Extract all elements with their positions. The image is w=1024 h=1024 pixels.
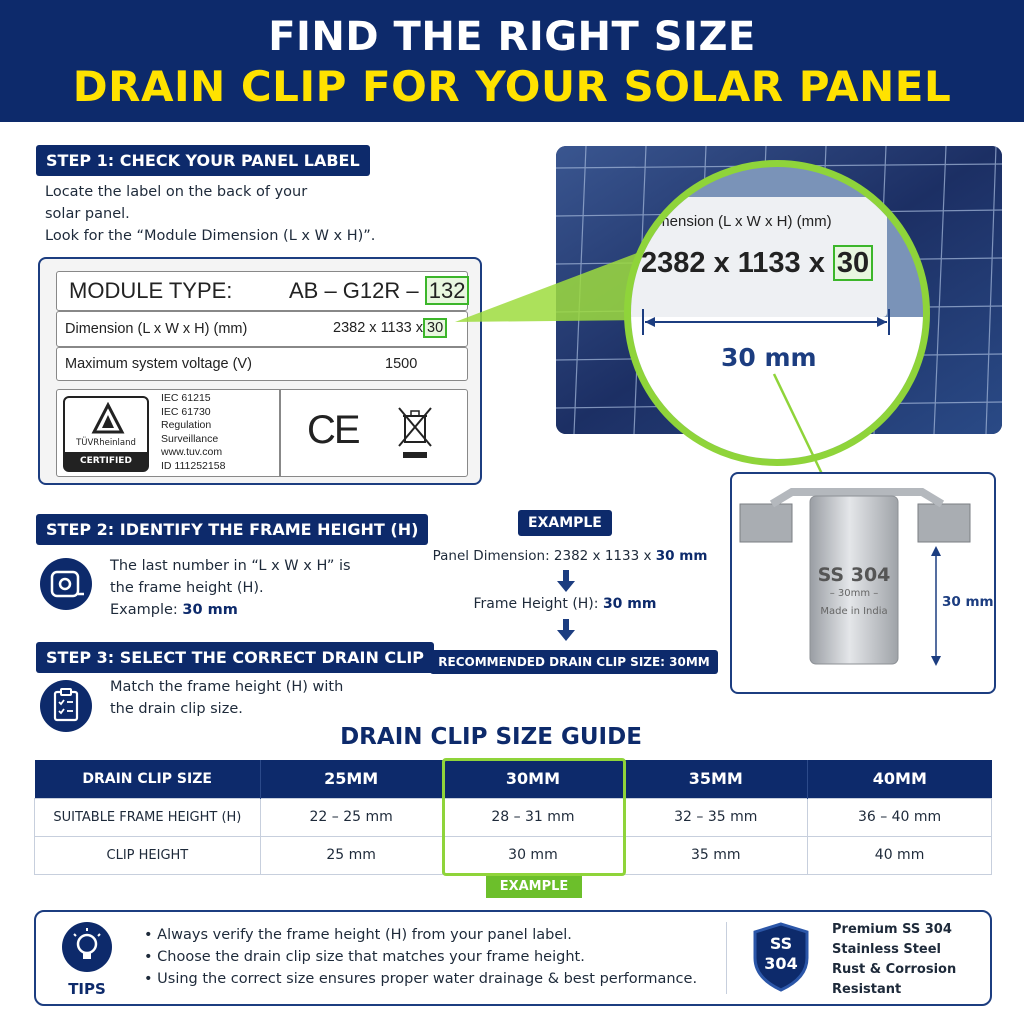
module-type-value bbox=[289, 278, 469, 304]
tip-item: • Always verify the frame height (H) from your panel label. bbox=[144, 927, 572, 943]
module-type-row bbox=[56, 271, 468, 311]
step3-line2: the drain clip size. bbox=[110, 701, 243, 717]
clip-height-measure: 30 mm bbox=[942, 594, 994, 610]
example-tag: EXAMPLE bbox=[486, 876, 582, 898]
dimension-highlight: 30 bbox=[423, 318, 447, 338]
title-line-1: FIND THE RIGHT SIZE bbox=[268, 14, 756, 60]
step2-example-value: 30 mm bbox=[182, 602, 238, 618]
cert-line: IEC 61730 bbox=[161, 405, 211, 418]
cert-line: ID 111252158 bbox=[161, 459, 226, 472]
dimension-value-text: 2382 x 1133 x bbox=[333, 320, 424, 336]
module-type-label: MODULE TYPE: bbox=[69, 278, 233, 303]
table-cell: 40 mm bbox=[808, 836, 992, 874]
table-header-cell: 40MM bbox=[808, 760, 992, 798]
drain-clip-illustration bbox=[730, 472, 996, 694]
clip-size: – 30mm – bbox=[829, 588, 879, 599]
feature-line: Resistant bbox=[832, 982, 902, 997]
table-cell: 25 mm bbox=[260, 836, 442, 874]
ss304-features bbox=[832, 920, 956, 1000]
example-panel-dimension bbox=[420, 548, 720, 564]
measure-arrow-icon bbox=[641, 307, 891, 337]
example-frame-height bbox=[420, 596, 710, 612]
ss304-badge-text bbox=[752, 934, 810, 974]
cert-line: IEC 61215 bbox=[161, 392, 211, 404]
table-cell: 32 – 35 mm bbox=[624, 798, 808, 836]
example-frame-prefix: Frame Height (H): bbox=[473, 596, 599, 612]
cert-line: Regulation bbox=[161, 419, 212, 431]
dimension-row bbox=[56, 311, 468, 347]
clip-material: SS 304 bbox=[817, 564, 891, 586]
step1-badge: STEP 1: CHECK YOUR PANEL LABEL bbox=[36, 145, 370, 176]
step2-line3 bbox=[110, 599, 410, 621]
zoom-dimension-label: Dimension (L x W x H) (mm) bbox=[643, 213, 832, 230]
table-cell: 22 – 25 mm bbox=[260, 798, 442, 836]
table-cell: 36 – 40 mm bbox=[808, 798, 992, 836]
example-column-highlight bbox=[442, 758, 626, 876]
step1-line1: Locate the label on the back of your bbox=[45, 184, 308, 200]
tape-measure-icon bbox=[40, 558, 92, 610]
guide-title: DRAIN CLIP SIZE GUIDE bbox=[340, 724, 642, 750]
step2-text bbox=[110, 555, 410, 621]
dimension-value bbox=[333, 320, 447, 336]
voltage-label: Maximum system voltage (V) bbox=[65, 356, 252, 372]
voltage-value: 1500 bbox=[385, 356, 418, 372]
example-badge: EXAMPLE bbox=[518, 510, 612, 536]
cert-line: www.tuv.com bbox=[161, 446, 223, 458]
tips-label: TIPS bbox=[68, 980, 106, 998]
ss304-line1: SS bbox=[769, 934, 793, 953]
example-panel-dim-value: 30 mm bbox=[655, 548, 708, 564]
tips-list bbox=[144, 924, 724, 990]
example-panel-dim-prefix: Panel Dimension: 2382 x 1133 x bbox=[432, 548, 652, 564]
tip-item: • Using the correct size ensures proper water drainage & best performance. bbox=[144, 971, 698, 987]
tips-box bbox=[34, 910, 992, 1006]
step2-example-prefix: Example: bbox=[110, 602, 178, 618]
tip-item: • Choose the drain clip size that matches your frame height. bbox=[144, 949, 585, 965]
step2-line1: The last number in “L x W x H” is bbox=[110, 558, 351, 574]
lightbulb-icon bbox=[62, 922, 112, 972]
zoom-dimension-highlight: 30 bbox=[833, 245, 873, 281]
connector-line bbox=[770, 370, 830, 480]
module-type-highlight: 132 bbox=[425, 276, 470, 305]
arrow-down-icon bbox=[557, 619, 575, 641]
table-header-cell: DRAIN CLIP SIZE bbox=[35, 760, 261, 798]
table-header-cell: 30MM bbox=[442, 760, 624, 798]
tips-divider bbox=[726, 922, 727, 994]
cert-divider bbox=[279, 390, 281, 476]
table-cell: 30 mm bbox=[442, 836, 624, 874]
tuv-logo bbox=[63, 396, 149, 472]
feature-line: Stainless Steel bbox=[832, 942, 942, 957]
weee-bin-icon bbox=[397, 404, 433, 462]
step1-line3: Look for the “Module Dimension (L x W x H)”. bbox=[45, 228, 376, 244]
feature-line: Rust & Corrosion bbox=[832, 962, 957, 977]
dimension-label: Dimension (L x W x H) (mm) bbox=[65, 321, 248, 337]
voltage-row bbox=[56, 347, 468, 381]
module-type-value-text: AB – G12R – bbox=[289, 278, 419, 303]
example-frame-value: 30 mm bbox=[602, 596, 657, 612]
cert-line: Surveillance bbox=[161, 432, 219, 445]
table-cell: SUITABLE FRAME HEIGHT (H) bbox=[35, 798, 261, 836]
title-line-2: DRAIN CLIP FOR YOUR SOLAR PANEL bbox=[72, 62, 952, 111]
step1-text bbox=[45, 181, 425, 247]
table-cell: CLIP HEIGHT bbox=[35, 836, 261, 874]
tuv-brand: TÜVRheinland bbox=[76, 438, 136, 448]
zoom-measure: 30 mm bbox=[721, 343, 817, 372]
recommended-size-badge: RECOMMENDED DRAIN CLIP SIZE: 30MM bbox=[430, 650, 718, 674]
panel-label-card bbox=[38, 257, 482, 485]
tuv-certified: CERTIFIED bbox=[65, 452, 147, 470]
clip-origin: Made in India bbox=[820, 606, 888, 617]
header-banner bbox=[0, 0, 1024, 122]
step2-line2: the frame height (H). bbox=[110, 580, 264, 596]
step2-badge: STEP 2: IDENTIFY THE FRAME HEIGHT (H) bbox=[36, 514, 428, 545]
feature-line: Premium SS 304 bbox=[832, 922, 952, 937]
step1-line2: solar panel. bbox=[45, 206, 130, 222]
table-cell: 35 mm bbox=[624, 836, 808, 874]
arrow-down-icon bbox=[557, 570, 575, 592]
zoom-dimension-text: 2382 x 1133 x bbox=[641, 247, 825, 279]
step3-line1: Match the frame height (H) with bbox=[110, 679, 344, 695]
zoom-dimension-value bbox=[641, 247, 873, 280]
tuv-triangle-icon bbox=[91, 402, 125, 436]
step3-text bbox=[110, 676, 410, 720]
table-header-cell: 25MM bbox=[260, 760, 442, 798]
table-header-cell: 35MM bbox=[624, 760, 808, 798]
table-cell: 28 – 31 mm bbox=[442, 798, 624, 836]
step3-badge: STEP 3: SELECT THE CORRECT DRAIN CLIP bbox=[36, 642, 434, 673]
ce-mark: CE bbox=[307, 408, 359, 452]
cert-list bbox=[161, 392, 225, 473]
certification-row bbox=[56, 389, 468, 477]
ss304-line2: 304 bbox=[764, 954, 798, 973]
